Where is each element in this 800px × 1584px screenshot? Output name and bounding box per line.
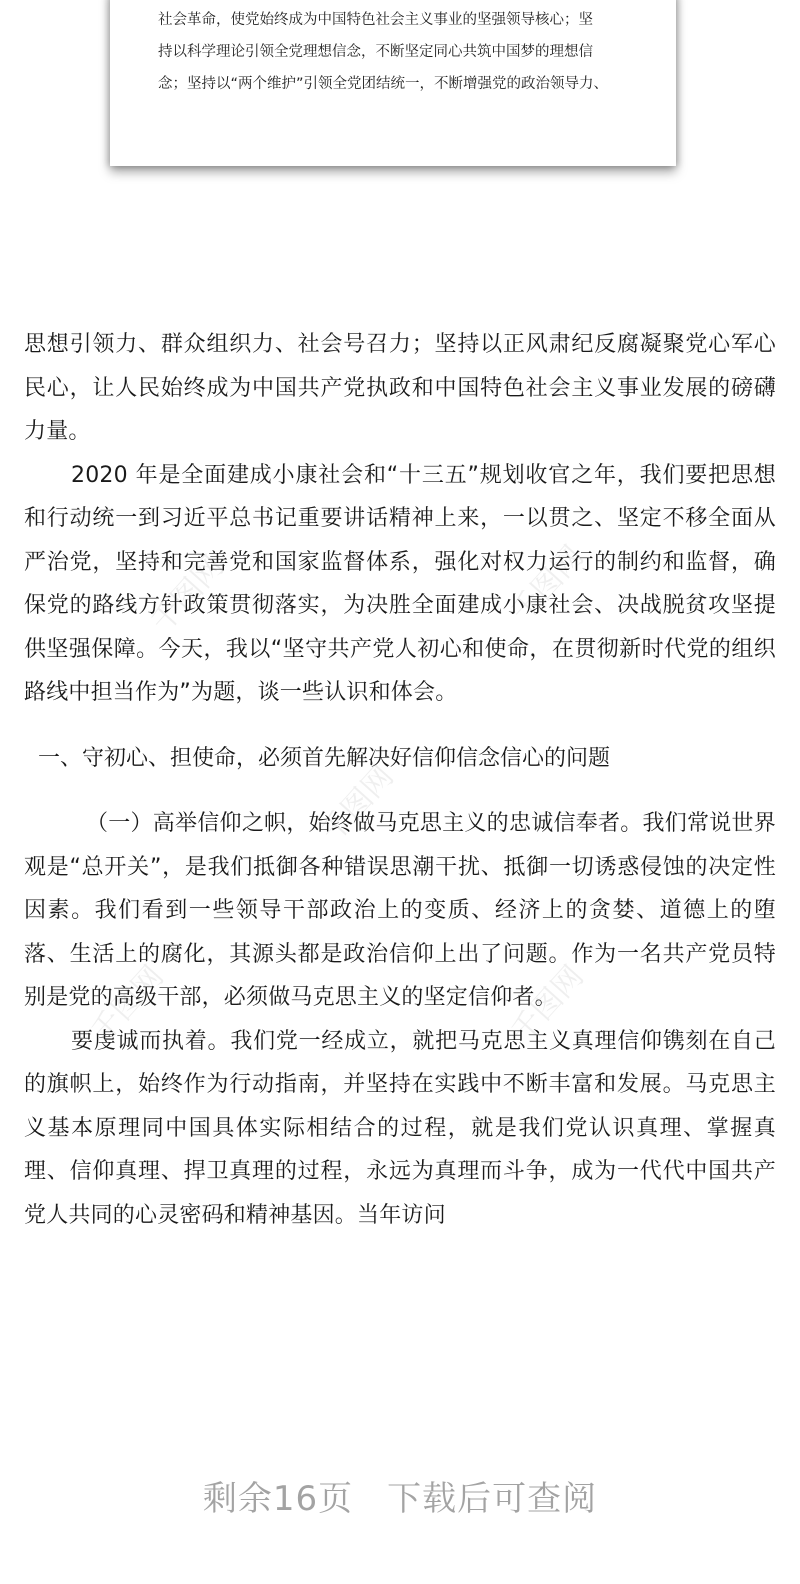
watermark: 千图网 — [314, 759, 401, 850]
section-heading-1: 一、守初心、担使命，必须首先解决好信仰信念信心的问题 — [38, 745, 611, 771]
paragraph-2: 2020 年是全面建成小康社会和“十三五”规划收官之年，我们要把思想和行动统一到习近平总书记重要讲话精神上来，一以贯之、坚定不移全面从严治党，坚持和完善党和国家监督体系，强化对权力运行的制约和监督，确保党的路线方针政策贯彻落实，为决胜全面建成小康社会、决战脱贫攻坚提供坚强保障。今天，我以“坚守共产党人初心和使命，在贯彻新时代党的组织路线中担当作为”为题，谈一些认识和体会。 — [24, 462, 776, 705]
watermark: 千图网 — [504, 539, 591, 630]
preview-line-3: 念；坚持以“两个维护”引领全党团结统一，不断增强党的政治领导力、 — [158, 76, 609, 92]
document-body — [24, 323, 776, 1237]
download-to-view-label: 下载后可查阅 — [387, 1478, 598, 1519]
previous-page-preview — [110, 0, 676, 166]
download-prompt-text[interactable] — [203, 1471, 597, 1520]
remaining-pages-label: 剩余16页 — [202, 1478, 354, 1519]
paragraph-4: 要虔诚而执着。我们党一经成立，就把马克思主义真理信仰镌刻在自己的旗帜上，始终作为行动指南，并坚持在实践中不断丰富和发展。马克思主义基本原理同中国具体实际相结合的过程，就是我们党认识真理、掌握真理、信仰真理、捍卫真理的过程，永远为真理而斗争，成为一代代中国共产党人共同的心灵密码和精神基因。当年访问 — [24, 1028, 776, 1228]
watermark: 千图网 — [144, 549, 231, 640]
preview-line-1: 社会革命，使党始终成为中国特色社会主义事业的坚强领导核心；坚 — [158, 12, 593, 28]
watermark: 千图网 — [84, 959, 171, 1050]
watermark: 千图网 — [504, 959, 591, 1050]
paragraph-1: 思想引领力、群众组织力、社会号召力；坚持以正风肃纪反腐凝聚党心军心民心，让人民始终成为中国共产党执政和中国特色社会主义事业发展的磅礴力量。 — [24, 332, 776, 444]
paragraph-3: （一）高举信仰之帜，始终做马克思主义的忠诚信奉者。我们常说世界观是“总开关”，是我们抵御各种错误思潮干扰、抵御一切诱惑侵蚀的决定性因素。我们看到一些领导干部政治上的变质、经济上的贪婪、道德上的堕落、生活上的腐化，其源头都是政治信仰上出了问题。作为一名共产党员特别是党的高级干部，必须做马克思主义的坚定信仰者。 — [24, 811, 776, 1010]
download-prompt[interactable] — [0, 1450, 800, 1540]
preview-line-2: 持以科学理论引领全党理想信念，不断坚定同心共筑中国梦的理想信 — [158, 44, 593, 60]
